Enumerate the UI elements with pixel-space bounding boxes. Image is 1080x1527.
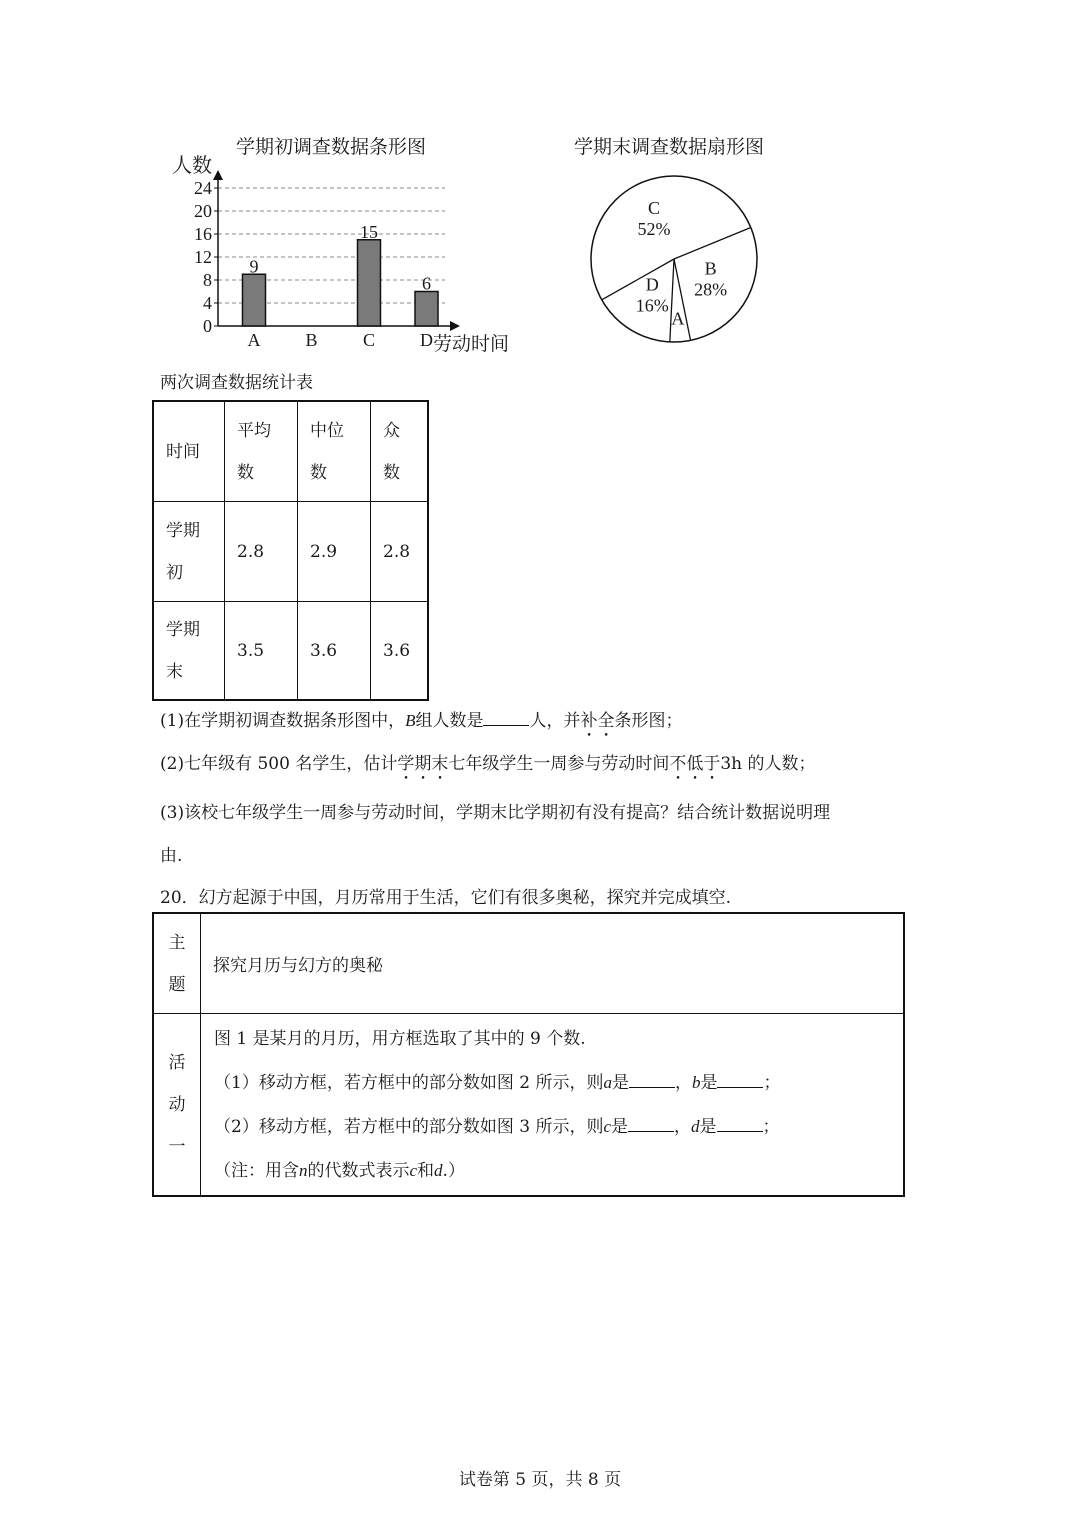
- theme-label-text: 主题: [168, 932, 186, 995]
- x-tick-label: A: [247, 330, 261, 350]
- problem-20-intro: 20．幻方起源于中国，月历常用于生活，它们有很多奥秘，探究并完成填空.: [160, 888, 732, 908]
- pie-chart: [590, 175, 770, 350]
- bar-A: [243, 274, 266, 326]
- header-cell: 众数: [371, 401, 429, 502]
- y-tick-label: 8: [203, 270, 212, 290]
- activity-label-text: 活动一: [168, 1052, 186, 1157]
- table-cell: 学期初: [153, 502, 225, 602]
- question-1: (1)在学期初调查数据条形图中，B组人数是 人，并补全条形图；: [160, 711, 683, 731]
- activity-label: [153, 1014, 201, 1197]
- pie-percent-D: 16%: [635, 295, 669, 316]
- bar-value-label: 15: [360, 221, 378, 242]
- answer-blank[interactable]: [717, 1115, 763, 1132]
- activity-line-3: （2）移动方框，若方框中的部分数如图 3 所示，则c是 ，d是 ；: [214, 1116, 780, 1137]
- question-2: (2)七年级有 500 名学生，估计学期末七年级学生一周参与劳动时间不低于3h 的人数；: [160, 754, 816, 774]
- bar-D: [415, 292, 438, 327]
- table-header-row: [153, 401, 428, 502]
- answer-blank[interactable]: [717, 1071, 763, 1088]
- x-tick-label: B: [305, 330, 318, 350]
- question-3-line-2: 由.: [160, 846, 183, 866]
- activity-line-4: （注：用含n的代数式表示c和d.）: [214, 1160, 465, 1181]
- theme-row: [153, 913, 904, 1014]
- bar-value-label: 9: [249, 256, 259, 277]
- x-tick-label: D: [420, 330, 433, 350]
- activity-content: [201, 1014, 905, 1197]
- table-cell: 学期末: [153, 602, 225, 701]
- table-cell: 3.6: [298, 602, 371, 701]
- pie-label-B: B: [704, 258, 717, 279]
- bar-C: [358, 240, 381, 326]
- y-tick-label: 24: [194, 178, 212, 198]
- pie-label-C: C: [648, 197, 661, 218]
- x-axis-arrow: [450, 321, 460, 331]
- y-axis-arrow: [213, 170, 223, 180]
- x-tick-label: C: [362, 330, 376, 350]
- table-row: [153, 602, 428, 701]
- question-3-line-1: (3)该校七年级学生一周参与劳动时间，学期末比学期初有没有提高？结合统计数据说明理: [160, 803, 831, 823]
- activity-row: [153, 1014, 904, 1197]
- bar-chart: [160, 150, 540, 365]
- pie-chart-title: 学期末调查数据扇形图: [574, 136, 765, 158]
- answer-blank[interactable]: [629, 1071, 675, 1088]
- y-axis-label: 人数: [172, 153, 212, 177]
- bar-value-label: 6: [422, 273, 431, 294]
- header-cell: 中位数: [298, 401, 371, 502]
- header-cell: 平均数: [225, 401, 298, 502]
- table-row: [153, 502, 428, 602]
- y-tick-label: 16: [194, 224, 212, 244]
- activity-line-2: （1）移动方框，若方框中的部分数如图 2 所示，则a是 ，b是 ；: [214, 1072, 781, 1093]
- page-footer: 试卷第 5 页，共 8 页: [458, 1470, 622, 1490]
- theme-label: [153, 913, 201, 1014]
- y-tick-label: 12: [194, 247, 212, 267]
- activity-line-1: 图 1 是某月的月历，用方框选取了其中的 9 个数.: [214, 1028, 586, 1049]
- table-cell: 2.8: [371, 502, 429, 602]
- stats-table-caption: 两次调查数据统计表: [160, 373, 313, 393]
- magic-square-table: [152, 912, 905, 1197]
- pie-percent-B: 28%: [694, 279, 728, 300]
- bar-chart-title: 学期初调查数据条形图: [236, 136, 427, 158]
- y-tick-label: 20: [194, 201, 212, 221]
- pie-percent-C: 52%: [637, 218, 671, 239]
- y-tick-label: 4: [203, 293, 212, 313]
- theme-text: 探究月历与幻方的奥秘: [201, 913, 905, 1014]
- answer-blank[interactable]: [483, 709, 529, 726]
- table-cell: 3.6: [371, 602, 429, 701]
- answer-blank[interactable]: [628, 1115, 674, 1132]
- pie-label-A: A: [671, 308, 685, 329]
- header-cell: 时间: [153, 401, 225, 502]
- table-cell: 3.5: [225, 602, 298, 701]
- x-axis-label: 劳动时间: [433, 333, 510, 355]
- pie-label-D: D: [645, 274, 659, 295]
- y-tick-label: 0: [203, 316, 212, 336]
- table-cell: 2.8: [225, 502, 298, 602]
- stats-table: [152, 400, 429, 701]
- table-cell: 2.9: [298, 502, 371, 602]
